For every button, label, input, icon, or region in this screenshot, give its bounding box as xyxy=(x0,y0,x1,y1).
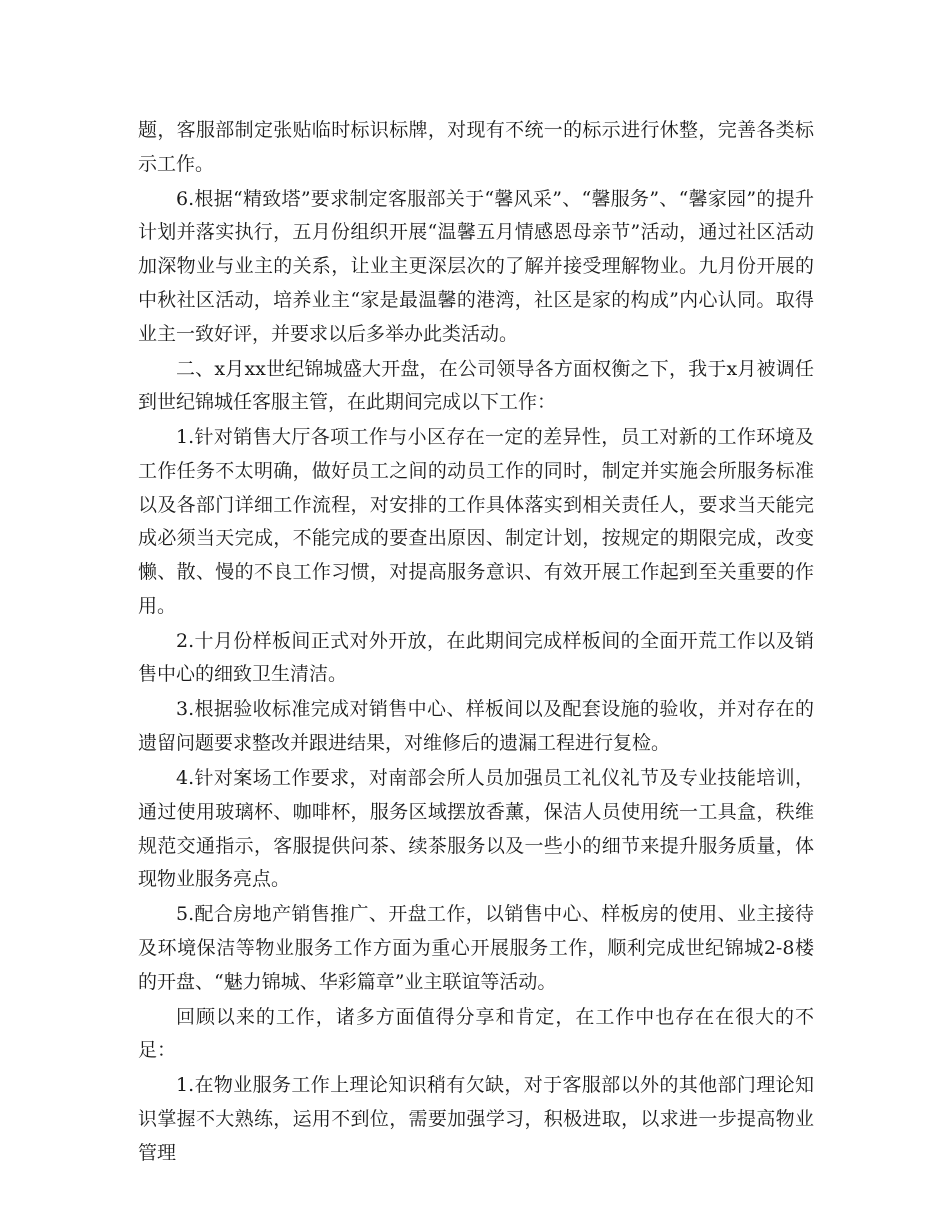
paragraph-item-6: 6.根据“精致塔”要求制定客服部关于“馨风采”、“馨服务”、“馨家园”的提升计划并落实执行，五月份组织开展“温馨五月情感恩母亲节”活动，通过社区活动加深物业与业主的关系，让业主更深层次的了解并接受理解物业。九月份开展的中秋社区活动，培养业主“家是最温馨的港湾，社区是家的构成”内心认同。取得业主一致好评，并要求以后多举办此类活动。 xyxy=(138,187,814,345)
paragraph-review: 回顾以来的工作，诸多方面值得分享和肯定，在工作中也存在在很大的不足： xyxy=(138,1005,814,1062)
paragraph-continuation: 题，客服部制定张贴临时标识标牌，对现有不统一的标示进行休整，完善各类标示工作。 xyxy=(138,119,814,175)
document-body xyxy=(138,114,814,1172)
paragraph-item-4: 4.针对案场工作要求，对南部会所人员加强员工礼仪礼节及专业技能培训，通过使用玻璃杯、咖啡杯，服务区域摆放香薰，保洁人员使用统一工具盒，秩维规范交通指示，客服提供问茶、续茶服务以及一些小的细节来提升服务质量，体现物业服务亮点。 xyxy=(138,767,814,891)
paragraph-item-2: 2.十月份样板间正式对外开放，在此期间完成样板间的全面开荒工作以及销售中心的细致卫生清洁。 xyxy=(138,629,814,686)
paragraph-item-3: 3.根据验收标准完成对销售中心、样板间以及配套设施的验收，并对存在的遗留问题要求整改并跟进结果，对维修后的遗漏工程进行复检。 xyxy=(138,698,814,755)
paragraph-item-1: 1.针对销售大厅各项工作与小区存在一定的差异性，员工对新的工作环境及工作任务不太明确，做好员工之间的动员工作的同时，制定并实施会所服务标准以及各部门详细工作流程，对安排的工作具体落实到相关责任人，要求当天能完成必须当天完成，不能完成的要查出原因、制定计划，按规定的期限完成，改变懒、散、慢的不良工作习惯，对提高服务意识、有效开展工作起到至关重要的作用。 xyxy=(138,426,814,617)
paragraph-section-2: 二、x月xx世纪锦城盛大开盘，在公司领导各方面权衡之下，我于x月被调任到世纪锦城任客服主管，在此期间完成以下工作： xyxy=(138,357,814,414)
paragraph-shortcoming-1: 1.在物业服务工作上理论知识稍有欠缺，对于客服部以外的其他部门理论知识掌握不大熟练，运用不到位，需要加强学习，积极进取，以求进一步提高物业管理 xyxy=(138,1074,814,1164)
paragraph-item-5: 5.配合房地产销售推广、开盘工作，以销售中心、样板房的使用、业主接待及环境保洁等物业服务工作方面为重心开展服务工作，顺利完成世纪锦城2-8楼的开盘、“魅力锦城、华彩篇章”业主联谊等活动。 xyxy=(138,903,814,993)
